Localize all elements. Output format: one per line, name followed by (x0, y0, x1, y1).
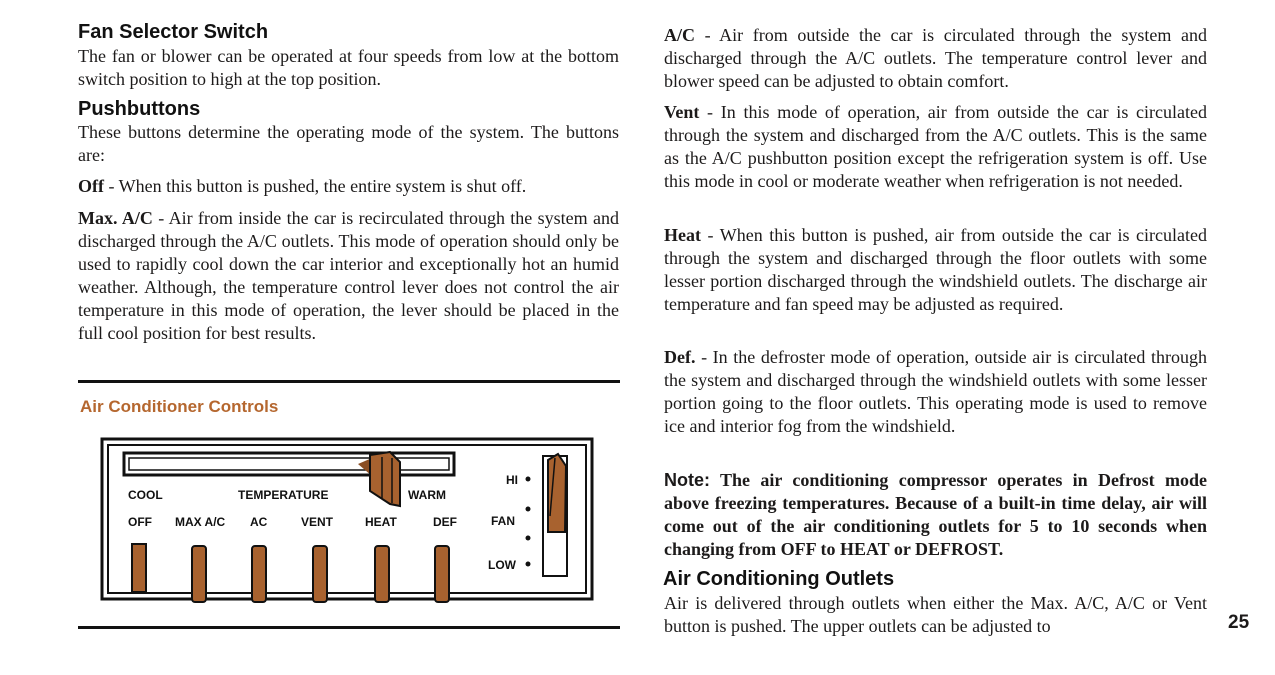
outlets-text: Air is delivered through outlets when either the Max. A/C, A/C or Vent button is pushed. The upper outlets can be adjusted to (664, 593, 1207, 636)
fan-selector-heading: Fan Selector Switch (78, 21, 269, 43)
fan-selector-text: The fan or blower can be operated at four speeds from low at the bottom switch position to high at the top position. (78, 46, 619, 89)
vent-button-label: VENT (301, 515, 334, 529)
maxac-button[interactable] (192, 546, 206, 602)
fan-switch-lever[interactable] (548, 454, 566, 532)
note-text: The air conditioning compressor operates in Defrost mode above freezing temperatures. Because of a built-in time delay, air will come out of the air conditioning outlets for 5 to 10 seconds when changing from OFF to HEAT or DEFROST. (664, 470, 1207, 559)
vent-text: - In this mode of operation, air from outside the car is circulated through the system and discharged from the A/C outlets. This is the same as the A/C pushbutton position except the refrigeration system is off. Use this mode in cool or moderate weather when refrigeration is not needed. (664, 102, 1207, 191)
heat-paragraph (664, 224, 1207, 316)
ac-button[interactable] (252, 546, 266, 602)
off-button[interactable] (132, 544, 146, 592)
fan-speed-dots (526, 477, 531, 567)
maxac-button-label: MAX A/C (175, 515, 226, 529)
def-button[interactable] (435, 546, 449, 602)
ac-paragraph (664, 24, 1207, 93)
vent-button[interactable] (313, 546, 327, 602)
vent-term: Vent (664, 102, 700, 122)
pushbuttons-text: These buttons determine the operating mode of the system. The buttons are: (78, 122, 619, 165)
divider-top (78, 380, 620, 383)
off-button-label: OFF (128, 515, 152, 529)
fan-label: FAN (491, 514, 515, 528)
divider-bottom (78, 626, 620, 629)
ac-control-panel-diagram (100, 436, 595, 606)
maxac-text: - Air from inside the car is recirculated through the system and discharged through the A/C outlets. This mode of operation should only be used to rapidly cool down the car interior and exceptionally hot an humid weather. Although, the temperature control lever does not control the air temperature in this mode of operation, the lever should be placed in the full cool position for best results. (78, 208, 619, 343)
warm-label: WARM (408, 488, 446, 502)
outlets-heading: Air Conditioning Outlets (663, 568, 895, 590)
fan-hi-label: HI (506, 473, 518, 487)
temperature-label: TEMPERATURE (238, 488, 329, 502)
def-text: - In the defroster mode of operation, outside air is circulated through the system and discharged through the windshield outlets with some lesser portion going to the floor outlets. This operating mode is used to remove ice and interior fog from the windshield. (664, 347, 1207, 436)
def-term: Def. (664, 347, 696, 367)
page-number: 25 (1228, 612, 1250, 633)
off-term: Off (78, 176, 104, 196)
heat-term: Heat (664, 225, 701, 245)
ac-text: - Air from outside the car is circulated through the system and discharged through the A/C outlets. The temperature control lever and blower speed can be adjusted to obtain comfort. (664, 25, 1207, 91)
vent-paragraph (664, 101, 1207, 193)
ac-button-label: AC (250, 515, 268, 529)
maxac-term: Max. A/C (78, 208, 153, 228)
ac-term: A/C (664, 25, 695, 45)
fan-low-label: LOW (488, 558, 516, 572)
note-paragraph (664, 469, 1207, 561)
off-text: - When this button is pushed, the entire system is shut off. (104, 176, 527, 196)
temperature-slot (124, 453, 454, 475)
heat-text: - When this button is pushed, air from outside the car is circulated through the system and discharged through the floor outlets with some lesser portion discharged through the windshield outlets. The discharge air temperature and fan speed may be adjusted as required. (664, 225, 1207, 314)
maxac-paragraph (78, 207, 619, 345)
heat-button[interactable] (375, 546, 389, 602)
note-term: Note: (664, 470, 710, 490)
figure-caption: Air Conditioner Controls (80, 397, 279, 416)
heat-button-label: HEAT (365, 515, 397, 529)
temperature-lever[interactable] (358, 452, 400, 506)
def-button-label: DEF (433, 515, 457, 529)
cool-label: COOL (128, 488, 163, 502)
pushbuttons-heading: Pushbuttons (78, 98, 201, 120)
def-paragraph (664, 346, 1207, 438)
off-paragraph (78, 175, 619, 198)
